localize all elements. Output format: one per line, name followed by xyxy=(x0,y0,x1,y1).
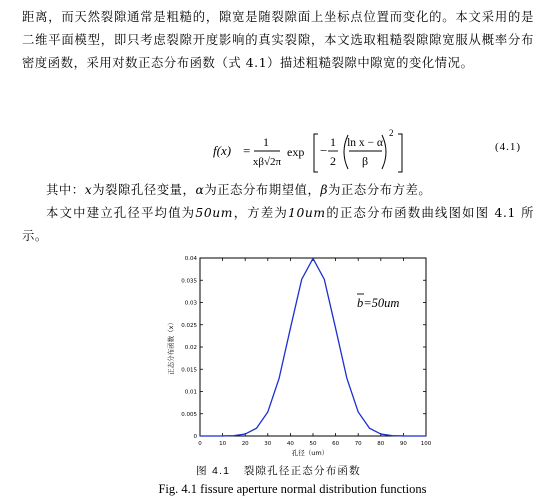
series-line xyxy=(200,258,426,436)
y-tick-label: 0.005 xyxy=(181,411,197,418)
x-tick-label: 90 xyxy=(399,441,407,447)
x-tick-label: 100 xyxy=(420,441,432,447)
p3-mean: 50um xyxy=(195,206,234,220)
eq-half-num: 1 xyxy=(330,135,336,149)
x-tick-label: 20 xyxy=(241,441,249,447)
y-tick-label: 0.025 xyxy=(181,322,197,329)
y-tick-label: 0.02 xyxy=(184,345,197,351)
x-tick-label: 40 xyxy=(286,441,294,447)
x-axis-label: 孔径（um） xyxy=(291,449,329,457)
p3-text-1: 本文中建立孔径平均值为 xyxy=(46,206,196,220)
body-paragraph-2 xyxy=(22,179,534,202)
eq-half-den: 2 xyxy=(330,154,336,168)
x-tick-label: 70 xyxy=(354,441,362,447)
body-paragraph-3 xyxy=(22,202,534,248)
figure-4-1 xyxy=(165,252,435,460)
equation-4-1 xyxy=(0,124,557,176)
eq-frac-num: 1 xyxy=(263,135,269,149)
p2-lead: 其中： xyxy=(46,183,85,197)
x-tick-label: 80 xyxy=(377,441,385,447)
x-axis-ticks xyxy=(198,258,431,447)
eq-inner-den: β xyxy=(361,154,369,168)
y-tick-label: 0.03 xyxy=(184,300,197,307)
x-tick-label: 60 xyxy=(332,441,340,447)
y-tick-label: 0.035 xyxy=(181,278,197,285)
eq-lhs: f(x) xyxy=(213,143,232,158)
x-tick-label: 50 xyxy=(309,441,317,447)
eq-minus: − xyxy=(320,143,328,158)
equation-number: (4.1) xyxy=(495,141,522,153)
y-axis-ticks xyxy=(181,256,426,440)
eq-power: 2 xyxy=(389,128,394,138)
plot-frame xyxy=(200,258,426,436)
p2-text-3: 为正态分布方差。 xyxy=(328,183,432,197)
p3-variance: 10um xyxy=(288,206,326,220)
y-tick-label: 0.01 xyxy=(184,389,197,396)
p2-text-2: 为正态分布期望值， xyxy=(204,183,321,197)
y-tick-label: 0.015 xyxy=(181,367,197,374)
x-tick-label: 30 xyxy=(264,441,272,447)
x-tick-label: 10 xyxy=(219,441,227,447)
y-tick-label: 0 xyxy=(193,434,197,440)
p2-var-x: x xyxy=(84,183,93,197)
figure-caption-cn xyxy=(0,463,557,478)
eq-inner-num: ln x − α xyxy=(347,137,383,149)
eq-exp: exp xyxy=(287,145,305,159)
eq-bracket-right xyxy=(398,134,402,172)
caption-cn-number: 图 4.1 xyxy=(196,465,231,477)
p3-text-2: ，方差为 xyxy=(233,206,289,220)
caption-cn-text: 裂隙孔径正态分布函数 xyxy=(243,465,361,477)
p2-text-1: 为裂隙孔径变量， xyxy=(92,183,196,197)
p2-var-alpha: α xyxy=(195,183,205,197)
y-axis-label: 正态分布函数（x） xyxy=(167,319,175,375)
eq-equals: = xyxy=(243,143,251,158)
normal-distribution-chart xyxy=(165,252,435,460)
eq-bracket-left xyxy=(314,134,318,172)
p3-text-3: 的正态分布函数曲线图如图 4.1 所示。 xyxy=(22,206,534,243)
p2-var-beta: β xyxy=(320,183,329,197)
body-paragraph-1: 距离，而天然裂隙通常是粗糙的，隙宽是随裂隙面上坐标点位置而变化的。本文采用的是二维平面模型，即只考虑裂隙开度影响的真实裂隙，本文选取粗糙裂隙隙宽服从概率分布密度函数，采用对数正态分布函数（式 4.1）描述粗糙裂隙中隙宽的变化情况。 xyxy=(22,10,534,70)
y-tick-label: 0.04 xyxy=(184,256,197,262)
annotation-label: b=50um xyxy=(357,296,400,310)
eq-frac-den: xβ√2π xyxy=(252,156,282,168)
x-tick-label: 0 xyxy=(198,441,202,447)
figure-caption-en: Fig. 4.1 fissure aperture normal distribution functions xyxy=(158,482,427,496)
